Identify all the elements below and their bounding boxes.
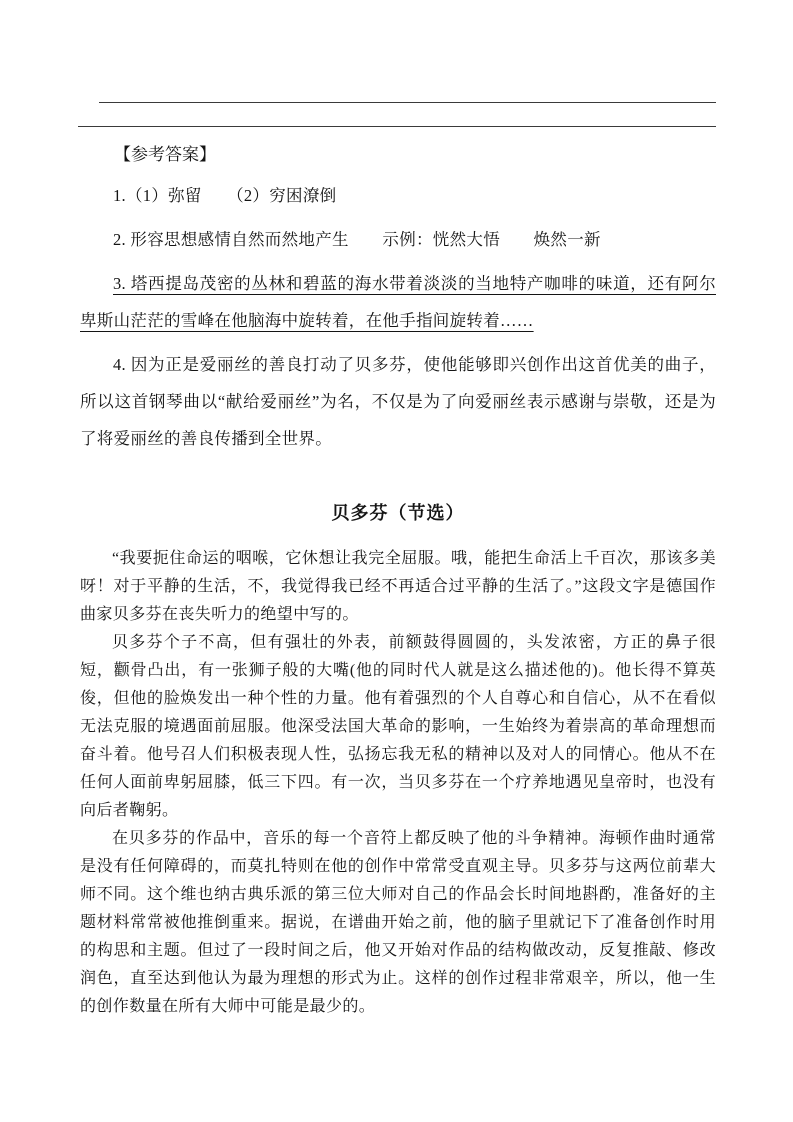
answer-item-4: 4. 因为正是爱丽丝的善良打动了贝多芬，使他能够即兴创作出这首优美的曲子，所以这首钢琴曲以“献给爱丽丝”为名，不仅是为了向爱丽丝表示感谢与崇敬，还是为了将爱丽丝的善良传播到全世界。 xyxy=(80,355,716,448)
article-section xyxy=(80,499,716,1021)
page-content xyxy=(80,140,716,1021)
article-paragraph-2: 贝多芬个子不高，但有强壮的外表，前额鼓得圆圆的，头发浓密，方正的鼻子很短，颧骨凸出，有一张狮子般的大嘴(他的同时代人就是这么描述他的)。他长得不算英俊，但他的脸焕发出一种个性的力量。他有着强烈的个人自尊心和自信心，从不在看似无法克服的境遇面前屈服。他深受法国大革命的影响，一生始终为着崇高的革命理想而奋斗着。他号召人们积极表现人性，弘扬忘我无私的精神以及对人的同情心。他从不在任何人面前卑躬屈膝，低三下四。有一次，当贝多芬在一个疗养地遇见皇帝时，也没有向后者鞠躬。 xyxy=(80,634,716,819)
answer-item-2: 2. 形容思想感情自然而然地产生 示例：恍然大悟 焕然一新 xyxy=(113,230,601,249)
answer-section xyxy=(80,140,716,457)
article-paragraph-3: 在贝多芬的作品中，音乐的每一个音符上都反映了他的斗争精神。海顿作曲时通常是没有任何障碍的，而莫扎特则在他的创作中常常受直观主导。贝多芬与这两位前辈大师不同。这个维也纳古典乐派的第三位大师对自己的作品会长时间地斟酌，准备好的主题材料常常被他推倒重来。据说，在谱曲开始之前，他的脑子里就记下了准备创作时用的构思和主题。但过了一段时间之后，他又开始对作品的结构做改动，反复推敲、修改润色，直至达到他认为最为理想的形式为止。这样的创作过程非常艰辛，所以，他一生的创作数量在所有大师中可能是最少的。 xyxy=(80,830,716,1015)
header-rule-bottom xyxy=(78,126,716,127)
header-rule-top xyxy=(99,102,716,103)
answer-section-header: 【参考答案】 xyxy=(114,145,216,164)
answer-item-1: 1.（1）弥留 （2）穷困潦倒 xyxy=(113,186,337,205)
article-title: 贝多芬（节选） xyxy=(331,503,465,523)
answer-item-3: 3. 塔西提岛茂密的丛林和碧蓝的海水带着淡淡的当地特产咖啡的味道，还有阿尔卑斯山茫茫的雪峰在他脑海中旋转着，在他手指间旋转着…… xyxy=(80,274,716,330)
article-paragraph-1: “我要扼住命运的咽喉，它休想让我完全屈服。哦，能把生命活上千百次，那该多美呀！对于平静的生活，不，我觉得我已经不再适合过平静的生活了。”这段文字是德国作曲家贝多芬在丧失听力的绝望中写的。 xyxy=(80,550,716,623)
